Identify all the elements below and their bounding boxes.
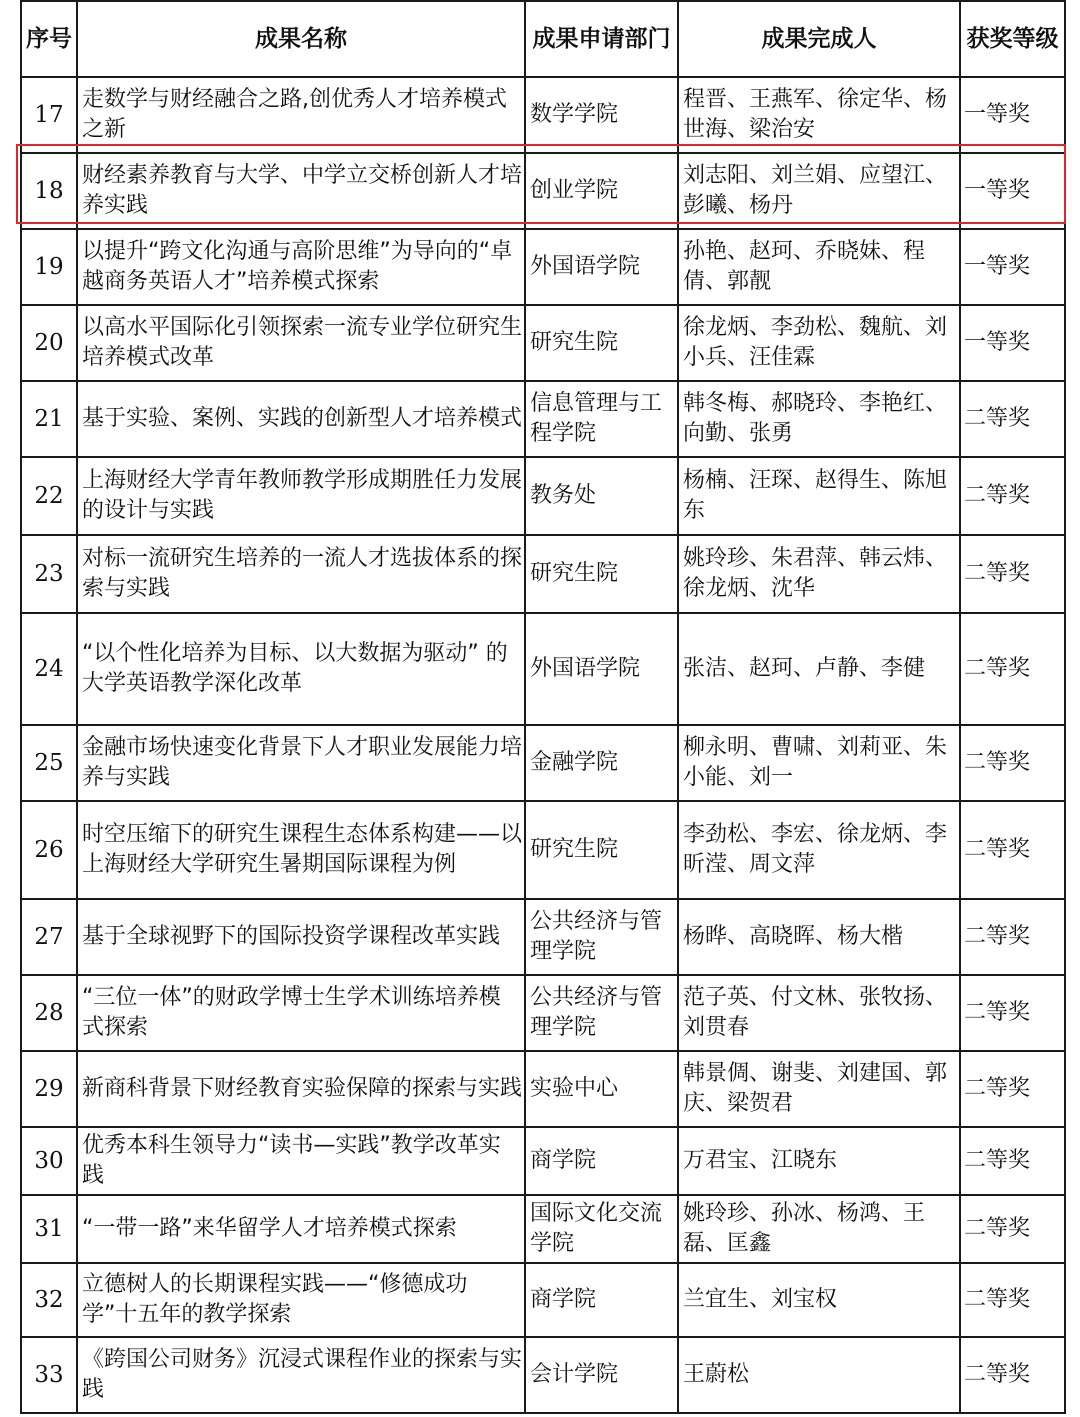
row-no: 26 <box>21 801 77 899</box>
row-name: “三位一体”的财政学博士生学术训练培养模式探索 <box>77 975 525 1051</box>
row-people: 李劲松、李宏、徐龙炳、李昕滢、周文萍 <box>678 801 960 899</box>
row-dept: 会计学院 <box>525 1337 678 1413</box>
row-award: 二等奖 <box>960 1051 1065 1127</box>
table-row <box>21 725 1065 801</box>
header-award: 获奖等级 <box>960 1 1065 77</box>
row-dept: 商学院 <box>525 1263 678 1337</box>
table-row <box>21 1127 1065 1195</box>
row-people: 兰宜生、刘宝权 <box>678 1263 960 1337</box>
row-award: 一等奖 <box>960 77 1065 153</box>
row-dept: 创业学院 <box>525 153 678 229</box>
row-dept: 公共经济与管理学院 <box>525 899 678 975</box>
row-name: 对标一流研究生培养的一流人才选拔体系的探索与实践 <box>77 535 525 613</box>
row-people: 王蔚松 <box>678 1337 960 1413</box>
row-dept: 信息管理与工程学院 <box>525 381 678 457</box>
table-row <box>21 77 1065 153</box>
row-no: 24 <box>21 613 77 725</box>
row-people: 刘志阳、刘兰娟、应望江、彭曦、杨丹 <box>678 153 960 229</box>
row-name: 基于全球视野下的国际投资学课程改革实践 <box>77 899 525 975</box>
row-award: 二等奖 <box>960 535 1065 613</box>
row-no: 28 <box>21 975 77 1051</box>
row-name: 《跨国公司财务》沉浸式课程作业的探索与实践 <box>77 1337 525 1413</box>
row-dept: 研究生院 <box>525 535 678 613</box>
row-award: 二等奖 <box>960 1263 1065 1337</box>
header-row <box>21 1 1065 77</box>
row-dept: 商学院 <box>525 1127 678 1195</box>
row-award: 二等奖 <box>960 899 1065 975</box>
table-row <box>21 153 1065 229</box>
row-people: 姚玲珍、朱君萍、韩云炜、徐龙炳、沈华 <box>678 535 960 613</box>
row-name: 以高水平国际化引领探索一流专业学位研究生培养模式改革 <box>77 305 525 381</box>
row-people: 杨楠、汪琛、赵得生、陈旭东 <box>678 457 960 535</box>
row-no: 19 <box>21 229 77 305</box>
table-row <box>21 801 1065 899</box>
table-row <box>21 305 1065 381</box>
row-name: “以个性化培养为目标、以大数据为驱动” 的大学英语教学深化改革 <box>77 613 525 725</box>
row-name: 财经素养教育与大学、中学立交桥创新人才培养实践 <box>77 153 525 229</box>
row-people: 韩景倜、谢斐、刘建国、郭庆、梁贺君 <box>678 1051 960 1127</box>
row-name: 基于实验、案例、实践的创新型人才培养模式 <box>77 381 525 457</box>
row-people: 程晋、王燕军、徐定华、杨世海、梁治安 <box>678 77 960 153</box>
row-award: 一等奖 <box>960 229 1065 305</box>
row-people: 柳永明、曹啸、刘莉亚、朱小能、刘一 <box>678 725 960 801</box>
row-no: 18 <box>21 153 77 229</box>
table-row <box>21 535 1065 613</box>
row-dept: 教务处 <box>525 457 678 535</box>
row-name: 时空压缩下的研究生课程生态体系构建——以上海财经大学研究生暑期国际课程为例 <box>77 801 525 899</box>
row-no: 33 <box>21 1337 77 1413</box>
table-row <box>21 1051 1065 1127</box>
row-no: 17 <box>21 77 77 153</box>
table-row <box>21 975 1065 1051</box>
table-row <box>21 899 1065 975</box>
awards-table-container <box>20 0 1064 1414</box>
row-no: 27 <box>21 899 77 975</box>
row-dept: 研究生院 <box>525 801 678 899</box>
header-people: 成果完成人 <box>678 1 960 77</box>
row-award: 二等奖 <box>960 613 1065 725</box>
row-no: 21 <box>21 381 77 457</box>
row-people: 韩冬梅、郝晓玲、李艳红、 向勤、张勇 <box>678 381 960 457</box>
row-dept: 数学学院 <box>525 77 678 153</box>
row-award: 二等奖 <box>960 1337 1065 1413</box>
row-no: 20 <box>21 305 77 381</box>
table-row <box>21 1263 1065 1337</box>
table-row <box>21 381 1065 457</box>
row-award: 二等奖 <box>960 381 1065 457</box>
row-dept: 金融学院 <box>525 725 678 801</box>
row-no: 23 <box>21 535 77 613</box>
row-award: 二等奖 <box>960 975 1065 1051</box>
row-name: 新商科背景下财经教育实验保障的探索与实践 <box>77 1051 525 1127</box>
table-row <box>21 457 1065 535</box>
row-name: “一带一路”来华留学人才培养模式探索 <box>77 1195 525 1263</box>
row-people: 张洁、赵珂、卢静、李健 <box>678 613 960 725</box>
header-dept: 成果申请部门 <box>525 1 678 77</box>
row-dept: 实验中心 <box>525 1051 678 1127</box>
row-no: 22 <box>21 457 77 535</box>
row-award: 二等奖 <box>960 725 1065 801</box>
row-people: 姚玲珍、孙冰、杨鸿、王磊、匡鑫 <box>678 1195 960 1263</box>
header-name: 成果名称 <box>77 1 525 77</box>
row-award: 二等奖 <box>960 801 1065 899</box>
table-row <box>21 1195 1065 1263</box>
row-name: 上海财经大学青年教师教学形成期胜任力发展的设计与实践 <box>77 457 525 535</box>
row-people: 孙艳、赵珂、乔晓妹、程倩、郭靓 <box>678 229 960 305</box>
row-award: 一等奖 <box>960 153 1065 229</box>
row-no: 30 <box>21 1127 77 1195</box>
row-award: 二等奖 <box>960 457 1065 535</box>
table-row <box>21 229 1065 305</box>
row-name: 优秀本科生领导力“读书—实践”教学改革实践 <box>77 1127 525 1195</box>
row-name: 立德树人的长期课程实践——“修德成功学”十五年的教学探索 <box>77 1263 525 1337</box>
row-award: 二等奖 <box>960 1127 1065 1195</box>
row-name: 金融市场快速变化背景下人才职业发展能力培养与实践 <box>77 725 525 801</box>
table-row <box>21 613 1065 725</box>
row-dept: 国际文化交流学院 <box>525 1195 678 1263</box>
row-people: 杨晔、高晓晖、杨大楷 <box>678 899 960 975</box>
row-dept: 研究生院 <box>525 305 678 381</box>
row-award: 二等奖 <box>960 1195 1065 1263</box>
row-people: 徐龙炳、李劲松、魏航、刘小兵、汪佳霖 <box>678 305 960 381</box>
row-award: 一等奖 <box>960 305 1065 381</box>
row-dept: 公共经济与管理学院 <box>525 975 678 1051</box>
row-people: 范子英、付文林、张牧扬、刘贯春 <box>678 975 960 1051</box>
row-no: 31 <box>21 1195 77 1263</box>
row-name: 走数学与财经融合之路,创优秀人才培养模式之新 <box>77 77 525 153</box>
row-name: 以提升“跨文化沟通与高阶思维”为导向的“卓越商务英语人才”培养模式探索 <box>77 229 525 305</box>
header-no: 序号 <box>21 1 77 77</box>
row-no: 32 <box>21 1263 77 1337</box>
row-dept: 外国语学院 <box>525 613 678 725</box>
row-no: 25 <box>21 725 77 801</box>
awards-table <box>20 0 1066 1414</box>
row-dept: 外国语学院 <box>525 229 678 305</box>
table-row <box>21 1337 1065 1413</box>
row-no: 29 <box>21 1051 77 1127</box>
row-people: 万君宝、江晓东 <box>678 1127 960 1195</box>
